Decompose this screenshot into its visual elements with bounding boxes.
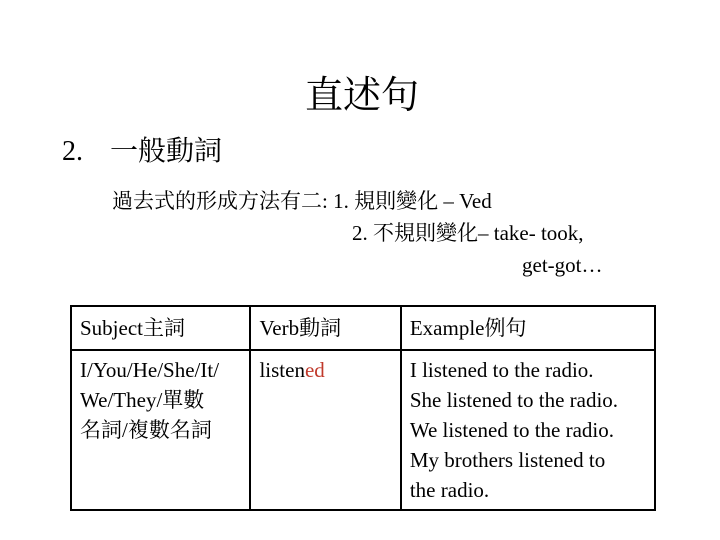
example-line-2: She listened to the radio. bbox=[409, 388, 619, 412]
header-subject: Subject主詞 bbox=[71, 306, 250, 350]
verb-stem: listen bbox=[259, 358, 305, 382]
example-line-4: My brothers listened to bbox=[409, 448, 606, 472]
note-line-2: 2. 不規則變化– take- took, bbox=[352, 221, 584, 245]
subject-line-2: We/They/單數 bbox=[80, 388, 205, 412]
table-header-row bbox=[71, 306, 655, 350]
verb-cell bbox=[250, 350, 400, 510]
verb-table bbox=[70, 305, 656, 511]
subject-line-1: I/You/He/She/It/ bbox=[80, 358, 220, 382]
header-verb: Verb動詞 bbox=[250, 306, 400, 350]
example-line-1: I listened to the radio. bbox=[409, 358, 594, 382]
subject-cell bbox=[71, 350, 250, 510]
example-cell bbox=[401, 350, 655, 510]
slide-title: 直述句 bbox=[304, 75, 419, 117]
header-example: Example例句 bbox=[401, 306, 655, 350]
section-label: 一般動詞 bbox=[110, 136, 223, 167]
section-number: 2. bbox=[62, 136, 83, 167]
note-line-1: 過去式的形成方法有二: 1. 規則變化 – Ved bbox=[112, 189, 492, 213]
example-line-5: the radio. bbox=[409, 478, 490, 502]
subject-line-3: 名詞/複數名詞 bbox=[80, 418, 212, 442]
verb-suffix: ed bbox=[304, 358, 325, 382]
table-row bbox=[71, 350, 655, 510]
section-heading bbox=[62, 134, 222, 170]
example-line-3: We listened to the radio. bbox=[409, 418, 615, 442]
note-line-3: get-got… bbox=[522, 253, 603, 277]
